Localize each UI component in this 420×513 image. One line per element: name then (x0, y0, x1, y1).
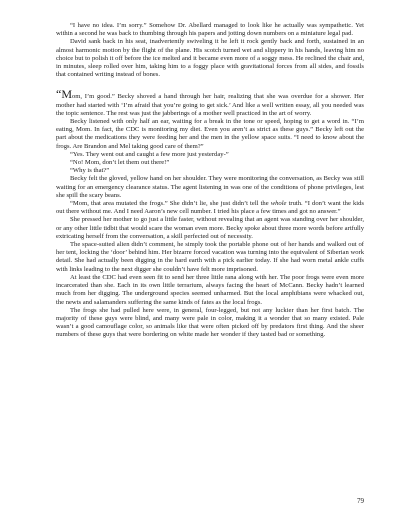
text-span: truth. “I don’t want the kids out there without me. And I need Aaron’s new cell number. I tried his place a few times and got no answer.” (56, 200, 364, 216)
italic-word: whole (270, 200, 287, 208)
dialogue-line: “Yes. They went out and caught a few more just yesterday-” (70, 150, 229, 158)
text-span: “Mom, that area mutated the frogs.” She didn’t lie, she just didn’t tell the (70, 200, 271, 208)
paragraph: Becky felt the gloved, yellow hand on her shoulder. They were monitoring the conversation, as Becky was still waiting for an emergency clearance status. The agent listening in was one of the conditions of phone privileges, lest she spill the scary beans. (56, 175, 364, 199)
opening-text: om, I’m good.” Becky shoved a hand through her hair, realizing that she was overdue for a shower. Her mother had started with ‘I’m afraid that you’re going to get sick.’ And like a well written essay, all you needed was the topic sentence. The rest was just the jabberings of a mother well practiced in the art of worry. (56, 93, 364, 117)
paragraph: “I have no idea. I’m sorry.” Somehow Dr. Abellard managed to look like he actually was sympathetic. Yet within a second he was back to thumbing through his papers and jotting down numbers on a miniature legal pad. (56, 22, 364, 38)
paragraph: The frogs she had pulled here were, in general, four-legged, but not any luckier than her first batch. The majority of these guys were blind, and many were pale in color, making it a wonder that so many existed. Pale wasn’t a good camouflage color, so animals like that were often picked off by predators first thing. And the sheer numbers of these guys that were bordering on white made her wonder if they tasted bad or something. (56, 306, 364, 339)
paragraph: Becky listened with only half an ear, waiting for a break in the tone or speed, hoping to get a word in. “I’m eating, Mom. In fact, the CDC is monitoring my diet. Even you aren’t as strict as these guys.” Becky left out the part about the medications they were feeding her and the men in the yellow space suits. “I need to know about the frogs. Are Brandon and Mel taking good care of them?” (56, 118, 364, 150)
drop-cap-quote: “ (56, 87, 62, 102)
dialogue-line: “Why is that?” (70, 167, 110, 175)
dialogue-line: “No! Mom, don’t let them out there!” (70, 159, 170, 167)
paragraph (56, 200, 364, 216)
paragraph: At least the CDC had even seen fit to send her three little rana along with her. The poor frogs were even more incarcerated than she. Each in its own little terrarium, always facing the heart of McCann. Becky hadn’t learned much from her digging. The underground species seemed unharmed. But the local amphibians were whacked out, the newts and salamanders suffering the same kinds of fates as the local frogs. (56, 273, 364, 306)
chapter-opening-paragraph (56, 87, 364, 118)
section-break (56, 79, 364, 90)
page-number: 79 (357, 497, 364, 505)
paragraph: David sank back in his seat, inadvertently swiveling it he left it rock gently back and forth, sustained in an almost harmonic motion by the flight of the plane. His scotch turned wet and slippery in his hands, leaving him no choice but to polish it off before the ice melted and it became even more of a soggy mess. He reclined the chair and, in minutes, sleep rolled over him, taking him to a foggy place with gravitational forces from all sides, and fossils that contained writing instead of bones. (56, 38, 364, 79)
drop-cap-letter: M (61, 87, 72, 102)
paragraph: She pressed her mother to go just a little faster, without revealing that an agent was standing over her shoulder, or any other little tidbit that would scare the woman even more. Becky spoke about three more words before artfully extricating herself from the conversation, a skill perfected out of necessity. (56, 216, 364, 240)
paragraph: The space-suited alien didn’t comment, he simply took the portable phone out of her hands and walked out of her tent, locking the ‘door’ behind him. Her bizarre forced vacation was turning into the equivalent of Siberian work detail. She had actually been digging in the hard earth with a pick earlier today. If she had worn metal ankle cuffs with links leading to the next digger she couldn’t have felt more imprisoned. (56, 241, 364, 273)
